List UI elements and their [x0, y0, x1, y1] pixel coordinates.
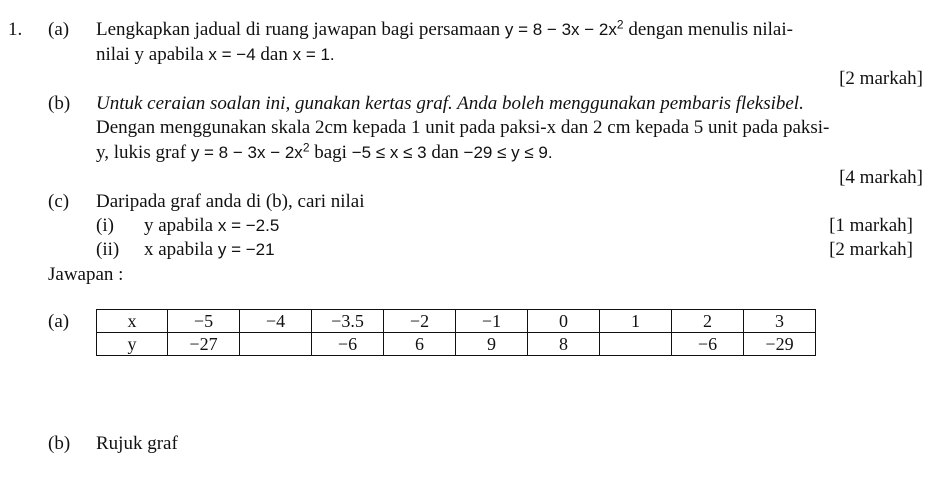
table-cell: −4	[240, 310, 312, 333]
part-a-line2: nilai y apabila x = −4 dan x = 1.	[96, 44, 335, 65]
y-range: −29 ≤ y ≤ 9.	[463, 143, 553, 162]
answer-b-text: Rujuk graf	[96, 433, 178, 454]
answer-b-label: (b)	[48, 433, 71, 454]
x-value-2: x = 1.	[292, 45, 335, 64]
part-a-marks: [2 markah]	[839, 68, 923, 89]
table-cell: −2	[384, 310, 456, 333]
table-cell: −5	[168, 310, 240, 333]
table-cell: −29	[744, 333, 816, 356]
part-a-equation: $y = 8 - 3x - 2x^2$	[504, 17, 624, 39]
part-a-text-end: dengan menulis nilai-	[628, 19, 793, 40]
table-cell: 1	[600, 310, 672, 333]
x-range: −5 ≤ x ≤ 3	[351, 143, 427, 162]
question-number: 1.	[8, 19, 23, 40]
table-cell-blank[interactable]	[600, 333, 672, 356]
table-cell: 0	[528, 310, 600, 333]
part-c-ii-text: x apabila y = −21	[144, 239, 275, 260]
value-table	[96, 309, 816, 356]
table-cell: 9	[456, 333, 528, 356]
x-header-cell: x	[97, 310, 168, 333]
answer-a-label: (a)	[48, 311, 70, 332]
table-cell: 3	[744, 310, 816, 333]
table-cell-blank[interactable]	[240, 333, 312, 356]
answer-heading: Jawapan :	[48, 264, 124, 285]
table-cell: −6	[312, 333, 384, 356]
table-row-y	[97, 333, 816, 356]
part-c-ii-label: (ii)	[96, 239, 120, 260]
part-b-instruction: Untuk ceraian soalan ini, gunakan kertas graf. Anda boleh menggunakan pembaris fleksibel.	[96, 93, 804, 114]
y-header-cell: y	[97, 333, 168, 356]
part-b-marks: [4 markah]	[839, 167, 923, 188]
table-cell: −6	[672, 333, 744, 356]
part-c-intro: Daripada graf anda di (b), cari nilai	[96, 191, 365, 212]
part-c-ii-marks: [2 markah]	[829, 239, 913, 260]
part-b-line3: y, lukis graf $y = 8 - 3x - 2x^2$ bagi −5 ≤ x ≤ 3 dan −29 ≤ y ≤ 9.	[96, 140, 553, 163]
x-value-1: x = −4	[208, 45, 256, 64]
table-cell: −27	[168, 333, 240, 356]
table-cell: −1	[456, 310, 528, 333]
table-cell: 2	[672, 310, 744, 333]
part-a-label: (a)	[48, 19, 70, 40]
part-b-equation: $y = 8 - 3x - 2x^2$	[190, 140, 310, 162]
part-c-i-text: y apabila x = −2.5	[144, 215, 280, 236]
table-row-x	[97, 310, 816, 333]
part-a-line1	[96, 19, 793, 41]
part-c-i-marks: [1 markah]	[829, 215, 913, 236]
table-cell: −3.5	[312, 310, 384, 333]
part-a-text: Lengkapkan jadual di ruang jawapan bagi persamaan	[96, 19, 501, 40]
part-c-label: (c)	[48, 191, 70, 212]
part-c-i-label: (i)	[96, 215, 114, 236]
part-b-line2: Dengan menggunakan skala 2cm kepada 1 unit pada paksi-x dan 2 cm kepada 5 unit pada paksi-	[96, 117, 830, 138]
table-cell: 6	[384, 333, 456, 356]
table-cell: 8	[528, 333, 600, 356]
part-b-label: (b)	[48, 93, 71, 114]
